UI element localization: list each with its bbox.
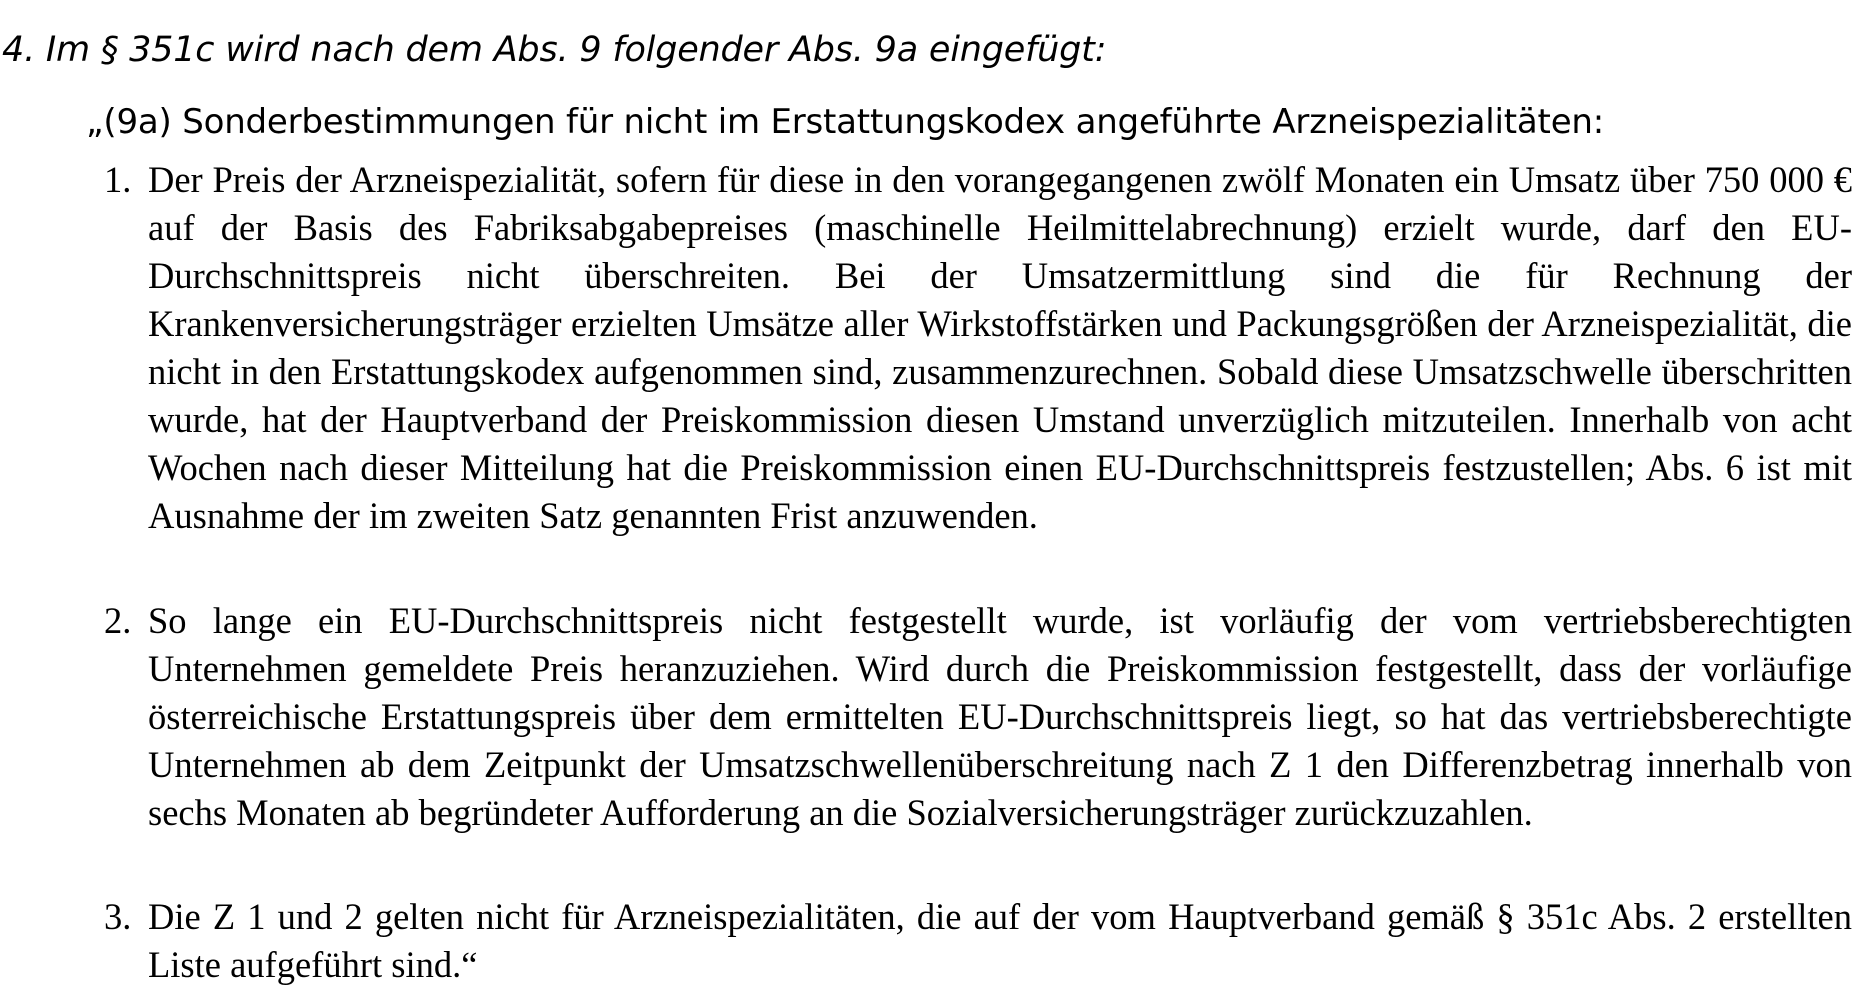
item-text: Der Preis der Arzneispezialität, sofern für diese in den vorangegangenen zwölf Monaten ein Umsatz über 750 000 € auf der Basis des Fabriksabgabepreises (maschinelle Heilmittelabrechnung) erzielt wurde, darf den EU-Durchschnittspreis nicht überschreiten. Bei der Umsatzermittlung sind die für Rechnung der Krankenversicherungsträger erzielten Umsätze aller Wirkstoffstärken und Packungsgrößen der Arzneispezialität, die nicht in den Erstattungskodex aufgenommen sind, zusammenzurechnen. Sobald diese Umsatzschwelle überschritten wurde, hat der Hauptverband der Preiskommission diesen Umstand unverzüglich mitzuteilen. Innerhalb von acht Wochen nach dieser Mitteilung hat die Preiskommission einen EU-Durchschnittspreis festzustellen; Abs. 6 ist mit Ausnahme der im zweiten Satz genannten Frist anzuwenden.: [148, 159, 1852, 536]
item-number: 1.: [104, 159, 132, 200]
section-heading: „(9a) Sonderbestimmungen für nicht im Erstattungskodex angeführte Arzneispezialitäten:: [86, 102, 1605, 142]
item-text: So lange ein EU-Durchschnittspreis nicht festgestellt wurde, ist vorläufig der vom vertriebsberechtigten Unternehmen gemeldete Preis heranzuziehen. Wird durch die Preiskommission festgestellt, dass der vorläufige österreichische Erstattungspreis über dem ermittelten EU-Durchschnittspreis liegt, so hat das vertriebsberechtigte Unternehmen ab dem Zeitpunkt der Umsatzschwellenüberschreitung nach Z 1 den Differenzbetrag innerhalb von sechs Monaten ab begründeter Aufforderung an die Sozialversicherungsträger zurückzuzahlen.: [148, 600, 1852, 833]
item-number: 2.: [104, 600, 132, 641]
item-number: 3.: [104, 896, 132, 937]
item-text: Die Z 1 und 2 gelten nicht für Arzneispezialitäten, die auf der vom Hauptverband gemäß § 351c Abs. 2 erstellten Liste aufgeführt sind.“: [148, 896, 1852, 985]
amendment-heading: 4. Im § 351c wird nach dem Abs. 9 folgender Abs. 9a eingefügt:: [2, 30, 1107, 70]
